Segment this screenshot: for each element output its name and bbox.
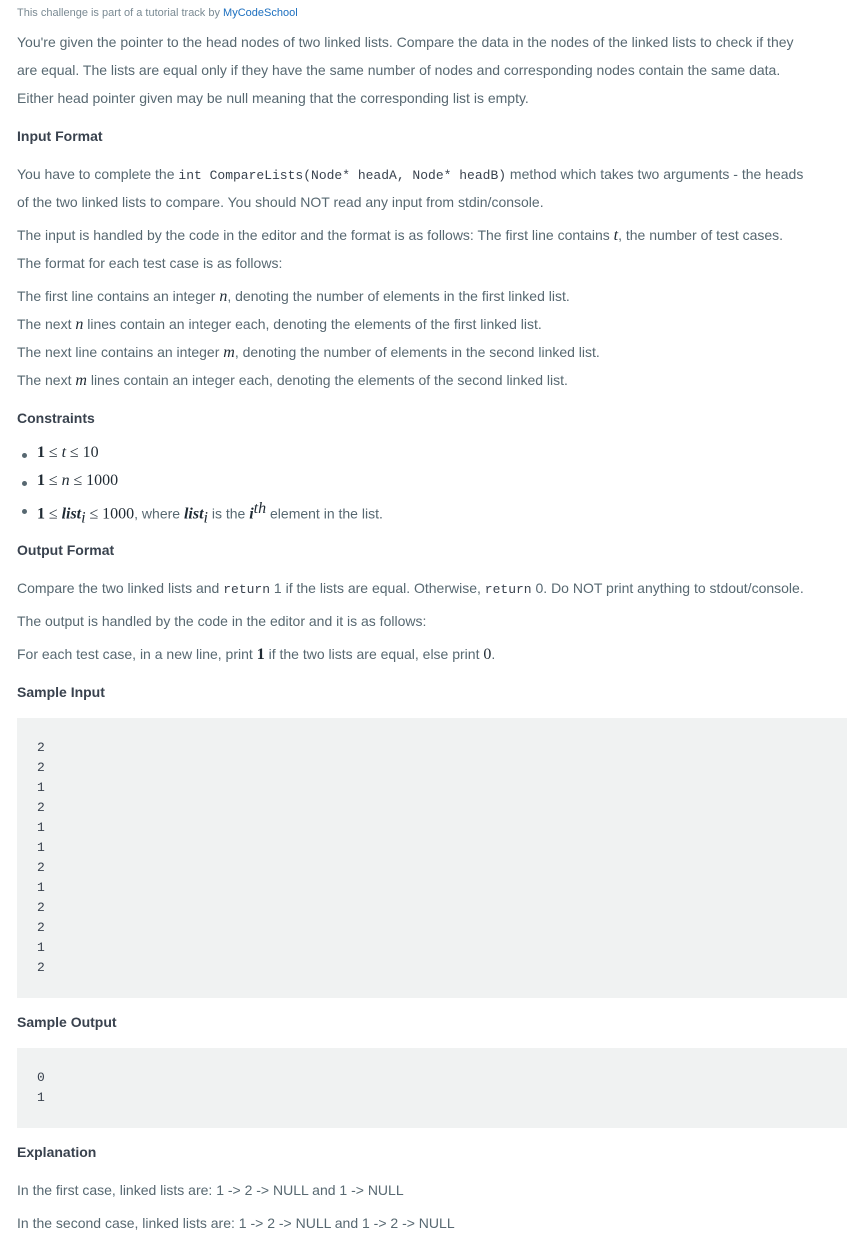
- sample-output-line: 0: [37, 1070, 45, 1085]
- sample-input-line: 2: [37, 740, 45, 755]
- input-format-heading: Input Format: [17, 128, 103, 144]
- output-format-p1: Compare the two linked lists and return 1 if the lists are equal. Otherwise, return 0. Do NOT print anything to stdout/console.: [17, 580, 804, 597]
- constraint-3: 1 ≤ list$_i$ ≤ 1000, where list$_i$ is the $i^{th}$ element in the list.: [37, 500, 383, 527]
- output-format-heading: Output Format: [17, 542, 115, 558]
- input-format-line-2: The next n lines contain an integer each, denoting the elements of the first linked list.: [17, 316, 542, 333]
- sample-input-line: 1: [37, 780, 45, 795]
- input-format-line-4: The next m lines contain an integer each, denoting the elements of the second linked list.: [17, 372, 568, 389]
- sample-input-line: 2: [37, 860, 45, 875]
- sample-input-line: 2: [37, 960, 45, 975]
- constraint-bullet-1: [22, 453, 27, 458]
- track-prefix: This challenge is part of a tutorial track by: [17, 7, 224, 19]
- sample-input-line: 2: [37, 760, 45, 775]
- output-format-p3: For each test case, in a new line, print 1 if the two lists are equal, else print 0.: [17, 646, 496, 663]
- constraint-1: 1 ≤ t ≤ 10: [37, 444, 99, 461]
- explanation-p1: In the first case, linked lists are: 1 -> 2 -> NULL and 1 -> NULL: [17, 1182, 404, 1198]
- sample-input-line: 2: [37, 920, 45, 935]
- intro-line-1: You're given the pointer to the head nodes of two linked lists. Compare the data in the nodes of the linked lists to check if they: [17, 34, 794, 50]
- sample-input-line: 2: [37, 900, 45, 915]
- sample-output-block: [17, 1048, 847, 1128]
- input-format-line-1: The first line contains an integer n, denoting the number of elements in the first linked list.: [17, 288, 570, 305]
- sample-input-line: 1: [37, 940, 45, 955]
- input-format-p2: The input is handled by the code in the editor and the format is as follows: The first line contains t, the number of test cases.: [17, 227, 784, 244]
- constraints-heading: Constraints: [17, 410, 95, 426]
- intro-line-2: are equal. The lists are equal only if they have the same number of nodes and corresponding nodes contain the same data.: [17, 62, 781, 78]
- input-format-p2-line2: The format for each test case is as follows:: [17, 255, 283, 271]
- input-format-line-3: The next line contains an integer m, denoting the number of elements in the second linked list.: [17, 344, 600, 361]
- sample-input-line: 1: [37, 840, 45, 855]
- intro-line-3: Either head pointer given may be null meaning that the corresponding list is empty.: [17, 90, 529, 106]
- sample-input-block: [17, 718, 847, 998]
- explanation-heading: Explanation: [17, 1144, 97, 1160]
- sample-input-heading: Sample Input: [17, 684, 105, 700]
- input-format-p1-line2: of the two linked lists to compare. You should NOT read any input from stdin/console.: [17, 194, 544, 210]
- input-format-p1: You have to complete the int CompareLists(Node* headA, Node* headB) method which takes two arguments - the heads: [17, 166, 804, 183]
- sample-output-line: 1: [37, 1090, 45, 1105]
- mycodeschool-link[interactable]: MyCodeSchool: [223, 7, 298, 19]
- constraint-bullet-2: [22, 481, 27, 486]
- sample-input-line: 1: [37, 820, 45, 835]
- sample-input-line: 2: [37, 800, 45, 815]
- constraint-2: 1 ≤ n ≤ 1000: [37, 472, 119, 489]
- sample-input-line: 1: [37, 880, 45, 895]
- compare-lists-signature: int CompareLists(Node* headA, Node* headB): [178, 168, 507, 183]
- sample-output-heading: Sample Output: [17, 1014, 117, 1030]
- explanation-p2: In the second case, linked lists are: 1 -> 2 -> NULL and 1 -> 2 -> NULL: [17, 1215, 455, 1231]
- track-note: [17, 7, 298, 19]
- output-format-p2: The output is handled by the code in the editor and it is as follows:: [17, 613, 427, 629]
- constraint-bullet-3: [22, 509, 27, 514]
